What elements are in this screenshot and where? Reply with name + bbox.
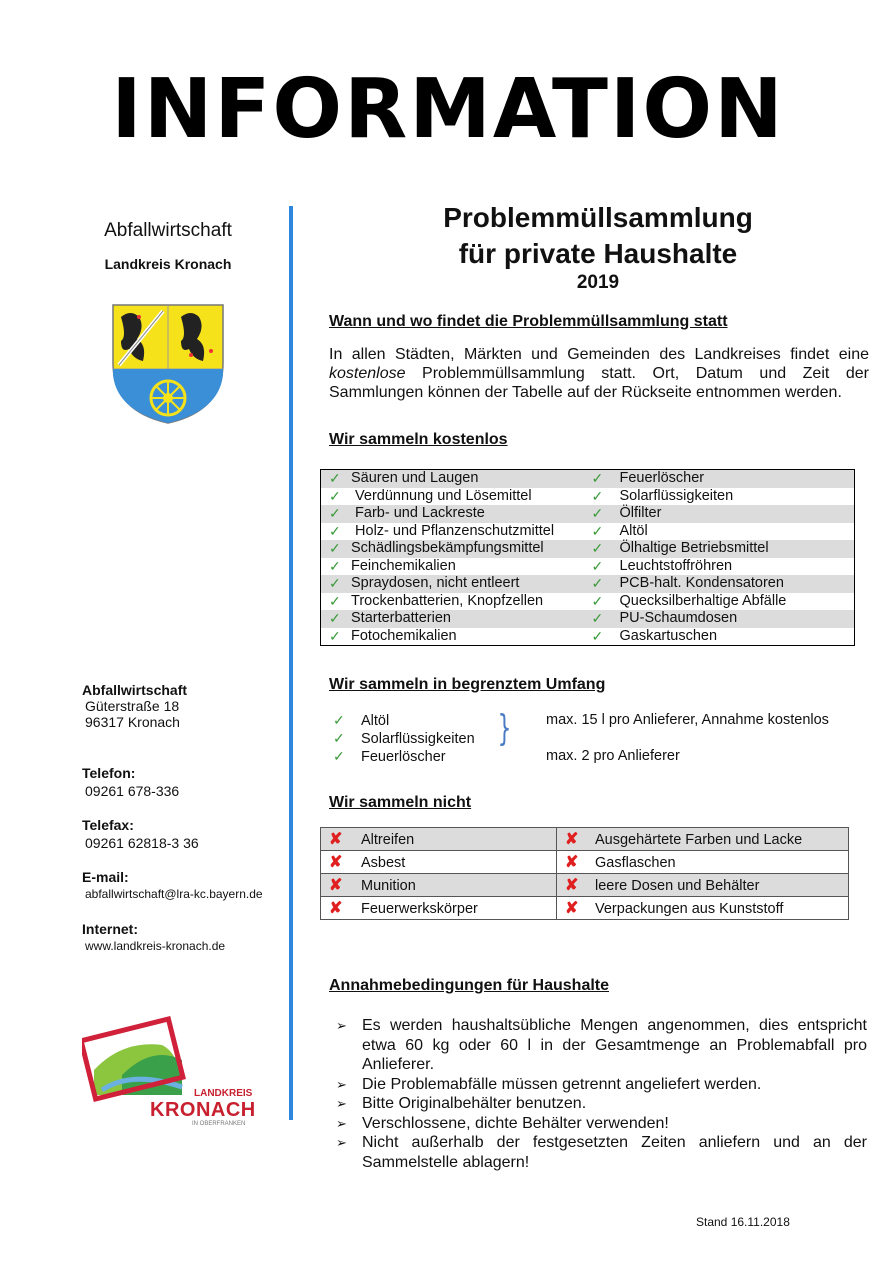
item-label: Solarflüssigkeiten	[619, 487, 734, 504]
table-cell	[557, 828, 849, 851]
cross-icon: ✘	[565, 831, 579, 848]
table-cell	[588, 540, 855, 558]
intro-text-start: In allen Städten, Märkten und Gemeinden des Landkreises findet eine	[329, 346, 869, 363]
table-cell	[321, 523, 588, 541]
table-cell	[321, 874, 557, 897]
table-cell	[588, 575, 855, 593]
limited-heading: Wir sammeln in begrenztem Umfang	[329, 676, 606, 693]
check-icon: ✓	[329, 592, 341, 609]
check-icon: ✓	[329, 610, 341, 626]
internet-value[interactable]: www.landkreis-kronach.de	[85, 939, 226, 953]
table-cell	[321, 610, 588, 628]
table-cell	[557, 897, 849, 920]
condition-text: Bitte Originalbehälter benutzen.	[362, 1095, 587, 1112]
arrow-bullet-icon: ➢	[336, 1096, 347, 1111]
check-icon: ✓	[591, 470, 604, 486]
check-icon: ✓	[329, 627, 341, 644]
check-icon: ✓	[333, 730, 345, 746]
free-collection-table	[320, 469, 855, 646]
table-row	[321, 558, 854, 576]
intro-text-end: Problemmüllsammlung statt. Ort, Datum und Zeit der Sammlungen können der Tabelle auf der Rückseite entnommen werden.	[329, 365, 869, 401]
item-label: Altöl	[619, 522, 648, 539]
table-row	[321, 874, 849, 897]
item-label: Verpackungen aus Kunststoff	[595, 901, 784, 917]
condition-text: Es werden haushaltsübliche Mengen angenommen, dies entspricht etwa 60 kg oder 60 l in der Gesamtmenge an Problemabfall pro Anlieferer.	[362, 1017, 867, 1073]
table-row	[321, 610, 854, 628]
cross-icon: ✘	[329, 877, 343, 894]
check-icon: ✓	[329, 487, 341, 504]
check-icon: ✓	[591, 540, 604, 556]
check-icon: ✓	[329, 505, 341, 521]
item-label: Spraydosen, nicht entleert	[351, 575, 520, 591]
cross-icon: ✘	[329, 831, 343, 848]
table-cell	[588, 470, 855, 488]
title-year: 2019	[576, 272, 620, 293]
table-row	[321, 593, 854, 611]
check-icon: ✓	[591, 505, 604, 521]
check-icon: ✓	[329, 522, 341, 539]
stand-date: Stand 16.11.2018	[696, 1215, 790, 1229]
item-label: Trockenbatterien, Knopfzellen	[351, 592, 544, 609]
check-icon: ✓	[591, 592, 604, 609]
cross-icon: ✘	[565, 900, 579, 917]
table-cell	[321, 851, 557, 874]
limited-item-1: Solarflüssigkeiten	[361, 731, 475, 747]
table-cell	[321, 488, 588, 506]
arrow-bullet-icon: ➢	[336, 1135, 347, 1150]
item-label: Asbest	[361, 855, 406, 871]
arrow-bullet-icon: ➢	[336, 1076, 347, 1092]
table-row	[321, 851, 849, 874]
main-title	[330, 200, 866, 294]
list-item	[336, 1094, 867, 1114]
item-label: Holz- und Pflanzenschutzmittel	[351, 522, 555, 539]
brace-icon: }	[497, 708, 512, 749]
table-cell	[321, 540, 588, 558]
not-collected-table	[320, 827, 849, 920]
arrow-bullet-icon: ➢	[336, 1018, 347, 1033]
item-label: Farb- und Lackreste	[351, 505, 485, 521]
table-row	[321, 828, 849, 851]
table-cell	[588, 628, 855, 646]
item-label: Feuerlöscher	[619, 470, 705, 486]
table-cell	[321, 828, 557, 851]
list-item	[336, 1133, 867, 1172]
table-cell	[588, 610, 855, 628]
address-city: 96317 Kronach	[85, 714, 180, 730]
logo-text-landkreis: LANDKREIS	[194, 1088, 253, 1099]
org-district: Landkreis Kronach	[104, 256, 232, 272]
item-label: Leuchtstoffröhren	[619, 557, 733, 574]
check-icon: ✓	[329, 540, 341, 556]
check-icon: ✓	[333, 748, 345, 764]
table-cell	[557, 874, 849, 897]
list-item	[333, 729, 475, 747]
check-icon: ✓	[329, 470, 341, 486]
item-label: Gasflaschen	[595, 855, 676, 871]
organization-header	[80, 220, 256, 272]
list-item	[333, 747, 446, 765]
title-line-1: Problemmüllsammlung	[443, 202, 753, 233]
table-row	[321, 505, 854, 523]
not-heading: Wir sammeln nicht	[329, 794, 472, 811]
check-icon: ✓	[333, 712, 345, 728]
check-icon: ✓	[591, 557, 604, 574]
limited-note-1: max. 15 l pro Anlieferer, Annahme kostenlos	[546, 712, 829, 728]
contact-block	[82, 682, 282, 953]
check-icon: ✓	[329, 557, 341, 574]
check-icon: ✓	[591, 575, 604, 591]
list-item	[336, 1016, 867, 1075]
fax-value: 09261 62818-3 36	[85, 835, 199, 851]
item-label: Gaskartuschen	[619, 627, 718, 644]
item-label: Quecksilberhaltige Abfälle	[619, 592, 787, 609]
check-icon: ✓	[591, 627, 604, 644]
conditions-heading: Annahmebedingungen für Haushalte	[329, 977, 610, 994]
email-label: E-mail:	[82, 869, 129, 885]
table-row	[321, 540, 854, 558]
title-line-2: für private Haushalte	[458, 238, 738, 269]
logo-text-oberfranken: IN OBERFRANKEN	[192, 1121, 246, 1127]
table-cell	[588, 505, 855, 523]
limited-item-0: Altöl	[361, 713, 390, 729]
limited-item-2: Feuerlöscher	[361, 749, 446, 765]
email-value[interactable]: abfallwirtschaft@lra-kc.bayern.de	[85, 887, 263, 901]
vertical-divider	[289, 206, 293, 1120]
table-cell	[588, 523, 855, 541]
table-cell	[321, 628, 588, 646]
table-cell	[588, 488, 855, 506]
table-cell	[321, 558, 588, 576]
item-label: Ölhaltige Betriebsmittel	[619, 540, 769, 556]
table-row	[321, 628, 854, 646]
coat-of-arms-icon	[111, 303, 225, 425]
condition-text: Verschlossene, dichte Behälter verwenden!	[362, 1114, 669, 1132]
item-label: Munition	[361, 878, 416, 894]
check-icon: ✓	[591, 522, 604, 539]
table-row	[321, 575, 854, 593]
cross-icon: ✘	[565, 854, 579, 871]
internet-label: Internet:	[82, 921, 138, 937]
arrow-bullet-icon: ➢	[336, 1115, 347, 1131]
table-cell	[321, 593, 588, 611]
table-cell	[321, 897, 557, 920]
check-icon: ✓	[591, 487, 604, 504]
item-label: PU-Schaumdosen	[619, 610, 738, 626]
condition-text: Nicht außerhalb der festgesetzten Zeiten anliefern und an der Sammelstelle ablagern!	[362, 1134, 867, 1171]
table-cell	[321, 505, 588, 523]
item-label: Ölfilter	[619, 505, 662, 521]
check-icon: ✓	[591, 610, 604, 626]
table-row	[321, 523, 854, 541]
item-label: Verdünnung und Lösemittel	[351, 487, 532, 504]
table-cell	[588, 593, 855, 611]
list-item	[336, 1075, 867, 1095]
check-icon: ✓	[329, 575, 341, 591]
cross-icon: ✘	[329, 900, 343, 917]
address-title: Abfallwirtschaft	[82, 682, 188, 698]
logo-text-kronach: KRONACH	[150, 1099, 256, 1121]
table-row	[321, 897, 849, 920]
org-name: Abfallwirtschaft	[104, 220, 232, 241]
item-label: Fotochemikalien	[351, 627, 457, 644]
cross-icon: ✘	[565, 877, 579, 894]
address-street: Güterstraße 18	[85, 698, 180, 714]
item-label: Starterbatterien	[351, 610, 451, 626]
conditions-list	[336, 1016, 867, 1172]
item-label: Feinchemikalien	[351, 557, 456, 574]
table-cell	[557, 851, 849, 874]
item-label: Feuerwerkskörper	[361, 901, 478, 917]
list-item	[336, 1114, 867, 1134]
free-heading: Wir sammeln kostenlos	[329, 431, 508, 448]
list-item	[333, 711, 389, 729]
headline: INFORMATION	[111, 62, 785, 157]
condition-text: Die Problemabfälle müssen getrennt angeliefert werden.	[362, 1075, 762, 1093]
when-heading: Wann und wo findet die Problemmüllsammlung statt	[329, 313, 728, 330]
item-label: Schädlingsbekämpfungsmittel	[351, 540, 544, 556]
item-label: leere Dosen und Behälter	[595, 878, 760, 894]
table-cell	[321, 470, 588, 488]
table-cell	[321, 575, 588, 593]
item-label: Säuren und Laugen	[351, 470, 479, 486]
table-row	[321, 470, 854, 488]
cross-icon: ✘	[329, 854, 343, 871]
item-label: Ausgehärtete Farben und Lacke	[595, 832, 803, 848]
phone-value: 09261 678-336	[85, 783, 180, 799]
landkreis-logo	[82, 1015, 262, 1130]
intro-text-emphasis: kostenlose	[329, 365, 406, 382]
item-label: PCB-halt. Kondensatoren	[619, 575, 784, 591]
phone-label: Telefon:	[82, 765, 136, 781]
item-label: Altreifen	[361, 832, 415, 848]
limited-note-2: max. 2 pro Anlieferer	[546, 748, 680, 764]
fax-label: Telefax:	[82, 817, 134, 833]
table-row	[321, 488, 854, 506]
table-cell	[588, 558, 855, 576]
intro-text	[329, 345, 869, 402]
